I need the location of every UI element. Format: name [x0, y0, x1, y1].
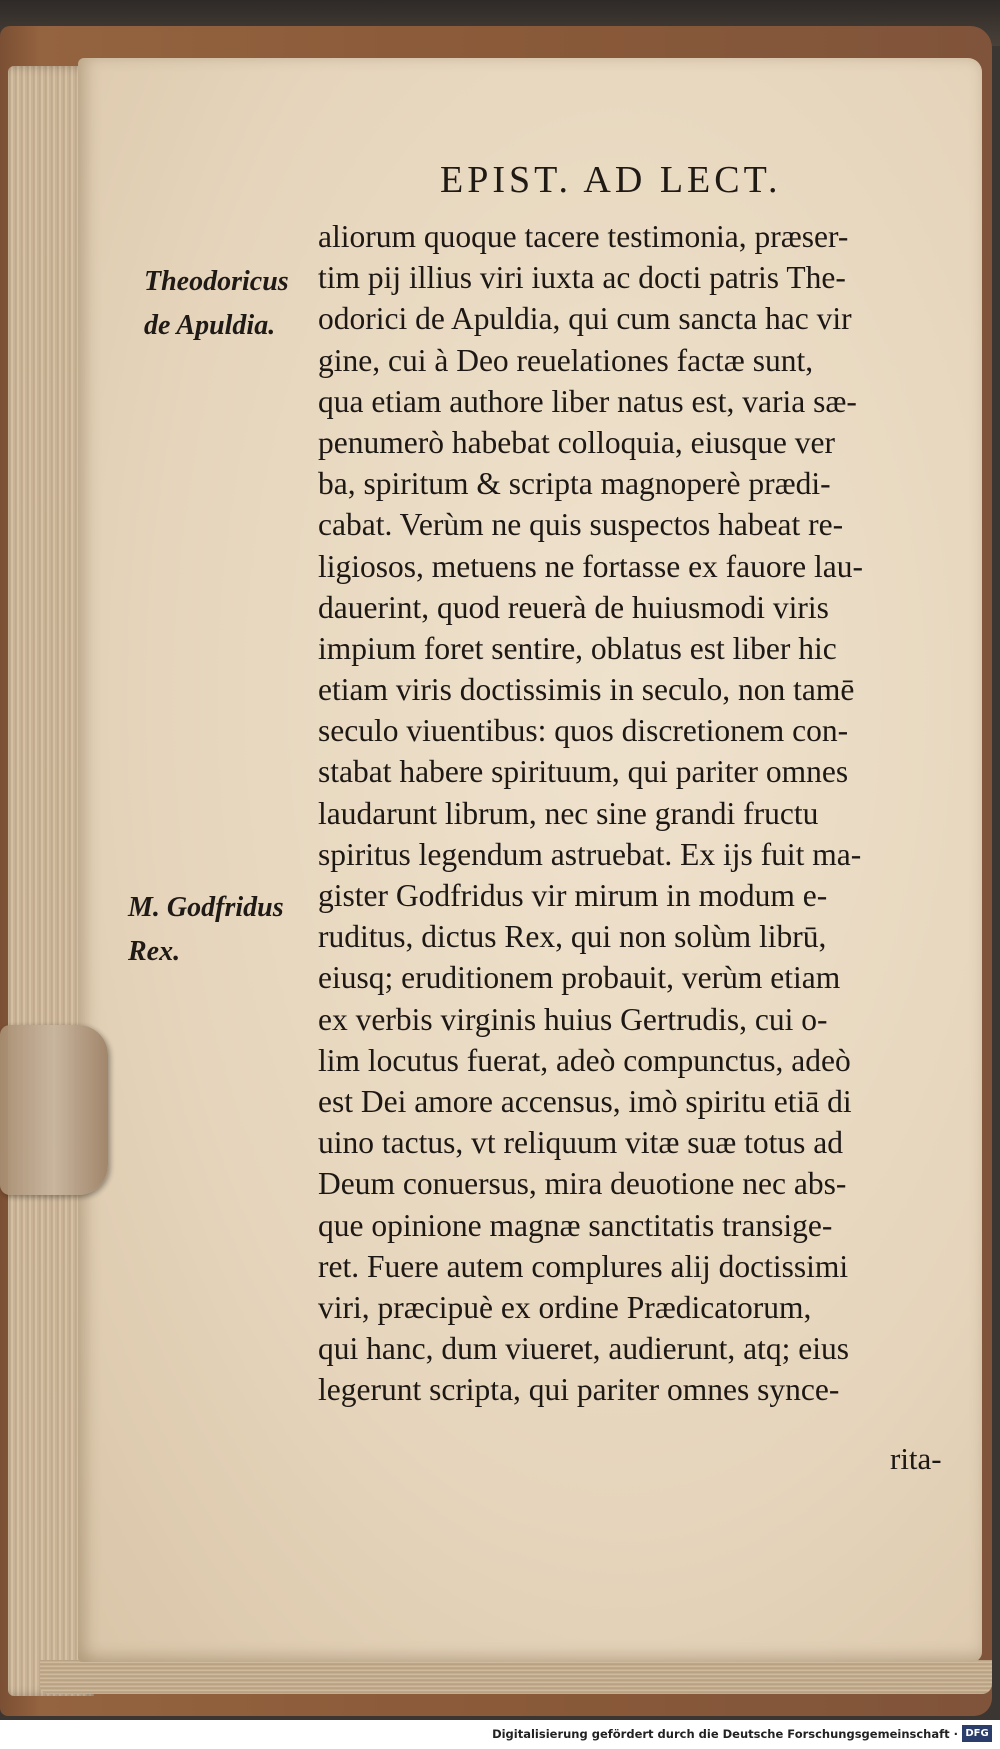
dfg-logo: DFG	[962, 1725, 992, 1742]
text-line: spiritus legendum astruebat. Ex ijs fuit ma-	[318, 836, 862, 872]
text-line: stabat habere spirituum, qui pariter omnes	[318, 754, 849, 790]
text-line: ligiosos, metuens ne fortasse ex fauore lau-	[318, 548, 863, 584]
text-line: qui hanc, dum viueret, audierunt, atq; eius	[318, 1331, 849, 1367]
text-line: ex verbis virginis huius Gertrudis, cui o-	[318, 1001, 828, 1037]
text-line: Deum conuersus, mira deuotione nec abs-	[318, 1166, 847, 1202]
text-line: penumerò habebat colloquia, eiusque ver	[318, 424, 835, 460]
text-line: ba, spiritum & scripta magnoperè prædi-	[318, 466, 831, 502]
text-line: lim locutus fuerat, adeò compunctus, adeò	[318, 1042, 851, 1078]
text-line: seculo viuentibus: quos discretionem con-	[318, 713, 849, 749]
margin-note-theodoricus	[144, 260, 289, 348]
text-line: viri, præcipuè ex ordine Prædicatorum,	[318, 1289, 812, 1325]
margin-note-line: Theodoricus	[144, 266, 289, 297]
text-line: qua etiam authore liber natus est, varia sæ-	[318, 383, 857, 419]
book-clasp	[0, 1025, 108, 1195]
text-line: est Dei amore accensus, imò spiritu etiā di	[318, 1083, 852, 1119]
text-line: gister Godfridus vir mirum in modum e-	[318, 878, 828, 913]
margin-note-godfridus	[128, 886, 284, 974]
text-line: legerunt scripta, qui pariter omnes synce-	[318, 1372, 840, 1408]
text-line: que opinione magnæ sanctitatis transige-	[318, 1207, 833, 1243]
running-head: EPIST. AD LECT.	[440, 159, 782, 201]
margin-note-line: de Apuldia.	[144, 310, 276, 341]
text-line: tim pij illius viri iuxta ac docti patris The-	[318, 260, 846, 296]
text-line: impium foret sentire, oblatus est liber hic	[318, 630, 837, 666]
text-line: eiusq; eruditionem probauit, verùm etiam	[318, 960, 841, 996]
text-line: laudarunt librum, nec sine grandi fructu	[318, 795, 819, 831]
text-line: cabat. Verùm ne quis suspectos habeat re-	[318, 507, 844, 543]
page-edges-bottom	[40, 1660, 992, 1694]
credit-text: Digitalisierung gefördert durch die Deutsche Forschungsgemeinschaft ·	[492, 1727, 958, 1741]
margin-note-line: M. Godfridus	[128, 892, 284, 923]
text-line: ruditus, dictus Rex, qui non solùm librū,	[318, 919, 827, 955]
text-line: gine, cui à Deo reuelationes factæ sunt,	[318, 342, 814, 378]
text-line: etiam viris doctissimis in seculo, non tamē	[318, 672, 855, 708]
body-text	[318, 216, 978, 1410]
text-line: dauerint, quod reuerà de huiusmodi viris	[318, 589, 829, 625]
margin-note-line: Rex.	[128, 936, 181, 967]
text-line: ret. Fuere autem complures alij doctissimi	[318, 1248, 849, 1284]
text-line: odorici de Apuldia, qui cum sancta hac vir	[318, 301, 852, 337]
credit-bar	[0, 1720, 1000, 1749]
catchword: rita-	[890, 1441, 942, 1476]
text-line: uino tactus, vt reliquum vitæ suæ totus ad	[318, 1125, 843, 1161]
text-line: aliorum quoque tacere testimonia, præser-	[318, 219, 849, 254]
